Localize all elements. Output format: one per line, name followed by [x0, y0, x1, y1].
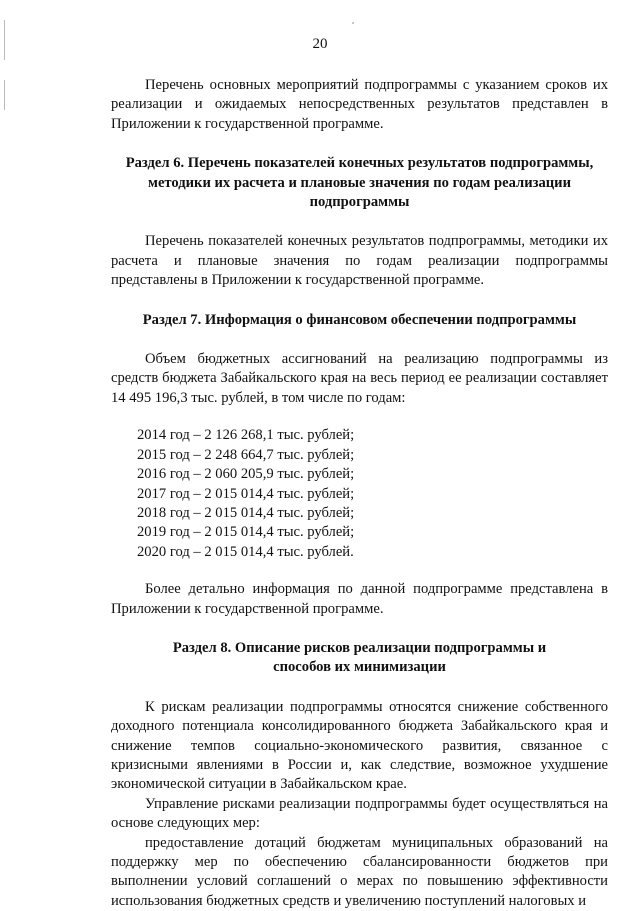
- section-8-paragraph-management: Управление рисками реализации подпрограммы будет осуществляться на основе следующих мер:: [111, 795, 608, 832]
- section-6-heading-line: подпрограммы: [309, 194, 410, 211]
- funding-year-item: 2015 год – 2 248 664,7 тыс. рублей;: [137, 446, 355, 463]
- scan-margin-mark: [4, 80, 5, 110]
- section-7-paragraph: Объем бюджетных ассигнований на реализацию подпрограммы из средств бюджета Забайкальского края на весь период ее реализации составляет 14 495 196,3 тыс. рублей, в том числе по годам:: [111, 351, 608, 406]
- section-6-heading: [111, 154, 608, 212]
- funding-by-year-list: [111, 426, 608, 562]
- intro-paragraph: Перечень основных мероприятий подпрограммы с указанием сроков их реализации и ожидаемых непосредственных результатов представлен в Приложении к государственной программе.: [111, 77, 608, 132]
- section-8-heading: [111, 639, 608, 678]
- document-body: [111, 76, 608, 911]
- funding-year-item: 2020 год – 2 015 014,4 тыс. рублей.: [137, 543, 354, 560]
- section-6-paragraph: Перечень показателей конечных результатов подпрограммы, методики их расчета и плановые значения по годам реализации подпрограммы представлены в Приложении к государственной программе.: [111, 233, 608, 289]
- section-6-heading-line: Раздел 6. Перечень показателей конечных результатов подпрограммы,: [125, 155, 594, 172]
- scan-dot: [352, 22, 354, 24]
- section-7-details-paragraph: Более детально информация по данной подпрограмме представлена в Приложении к государственной программе.: [111, 581, 608, 617]
- section-8-heading-line: способов их минимизации: [273, 659, 446, 676]
- funding-year-item: 2014 год – 2 126 268,1 тыс. рублей;: [137, 427, 355, 444]
- section-8-heading-line: Раздел 8. Описание рисков реализации подпрограммы и: [172, 639, 547, 656]
- funding-year-item: 2018 год – 2 015 014,4 тыс. рублей;: [137, 504, 355, 521]
- funding-year-item: 2016 год – 2 060 205,9 тыс. рублей;: [137, 466, 355, 483]
- section-7-heading: Раздел 7. Информация о финансовом обеспечении подпрограммы: [142, 311, 577, 328]
- section-6-heading-line: методики их расчета и плановые значения по годам реализации: [148, 174, 571, 191]
- section-8-paragraph-risks: К рискам реализации подпрограммы относятся снижение собственного доходного потенциала консолидированного бюджета Забайкальского края и снижение темпов социально-экономического развития, связанное с кризисными явлениями в России и, как следствие, возможное ухудшение экономической ситуации в Забайкальском крае.: [111, 698, 608, 793]
- page-number: 20: [312, 36, 328, 52]
- funding-year-item: 2019 год – 2 015 014,4 тыс. рублей;: [137, 524, 355, 541]
- funding-year-item: 2017 год – 2 015 014,4 тыс. рублей;: [137, 485, 355, 502]
- section-8-paragraph-measures: предоставление дотаций бюджетам муниципальных образований на поддержку мер по обеспечению сбалансированности бюджетов при выполнении условий соглашений о мерах по повышению эффективности использования бюджетных средств и увеличению поступлений налоговых и: [111, 834, 608, 909]
